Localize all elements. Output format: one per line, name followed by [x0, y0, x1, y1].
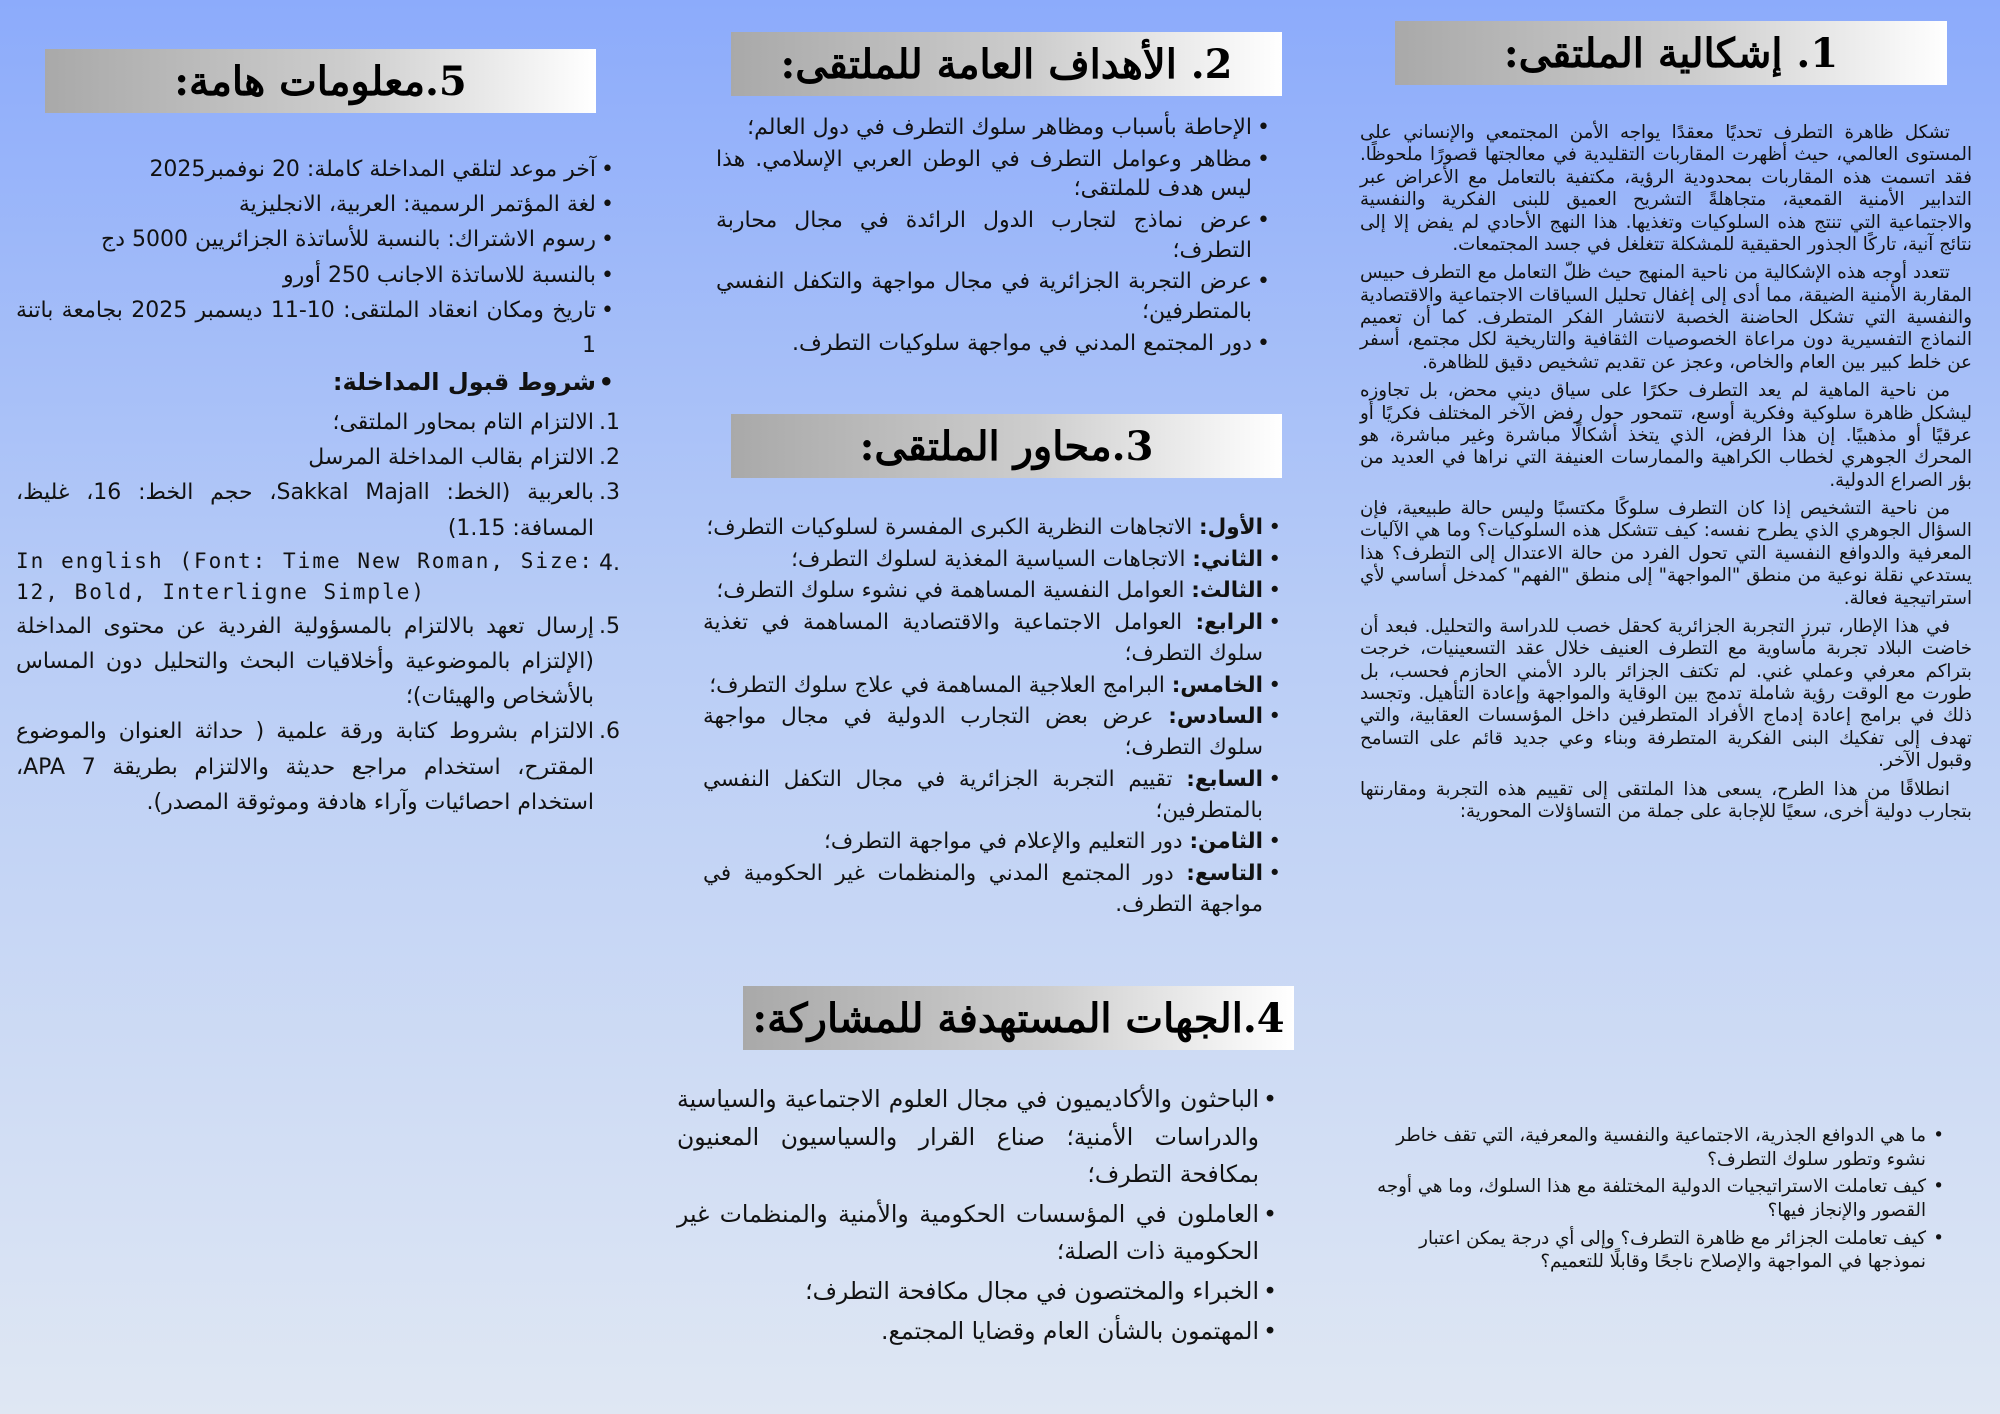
condition-item [16, 475, 620, 545]
section5-info [16, 152, 616, 402]
paragraph: انطلاقًا من هذا الطرح، يسعى هذا الملتقى إلى تقييم هذه التجربة ومقارنتها بتجارب دولية أخرى، سعيًا للإجابة على جملة من التساؤلات المحورية: [1360, 778, 1972, 822]
section1-body [1360, 122, 1972, 829]
axis-item [703, 545, 1283, 576]
axis-text: الاتجاهات النظرية الكبرى المفسرة لسلوكيات التطرف؛ [706, 515, 1199, 540]
paragraph: في هذا الإطار، تبرز التجربة الجزائرية كحقل خصب للدراسة والتحليل. فبعد أن خاضت البلاد تجربة مأساوية مع التطرف العنيف خلال عقد التسعينيات، خرجت بتراكم معرفي وعملي غني. لم تكتف الجزائر بالرد الأمني الحازم فحسب، بل طورت مع الوقت رؤية شاملة تدمج بين الوقاية والمواجهة وإعادة التأهيل. وتجسد ذلك في برامج إعادة إدماج الأفراد المتطرفين داخل المؤسسات العقابية، والتي تهدف إلى تفكيك البنى الفكرية المتطرفة وبناء وعي جديد قائم على التسامح وقبول الآخر. [1360, 615, 1972, 772]
axis-item [703, 671, 1283, 702]
section4-targets [677, 1081, 1279, 1352]
condition-text: الالتزام التام بمحاور الملتقى؛ [332, 410, 594, 435]
paragraph: من ناحية التشخيص إذا كان التطرف سلوكًا مكتسبًا وليس حالة طبيعية، فإن السؤال الجوهري الذي يطرح نفسه: كيف تتشكل هذه السلوكيات؟ وما هي الآليات المعرفية والدوافع النفسية التي تحول الفرد من حالة الاعتدال إلى التطرف؟ هذا يستدعي نقلة نوعية من منطق "المواجهة" إلى منطق "الفهم" كمدخل أساسي لأي استراتيجية فعالة. [1360, 498, 1972, 609]
axis-item [703, 513, 1283, 544]
axis-label: التاسع: [1186, 861, 1263, 887]
condition-item [16, 714, 620, 820]
list-item: • دور المجتمع المدني في مواجهة سلوكيات التطرف. [716, 329, 1272, 359]
condition-item [16, 609, 620, 715]
condition-number: .4 [599, 550, 620, 576]
paragraph: تشكل ظاهرة التطرف تحديًا معقدًا يواجه الأمن المجتمعي والإنساني على المستوى العالمي، حيث أظهرت المقاربات التقليدية في معالجتها قصورًا ملحوظًا. فقد اتسمت هذه المقاربات بمحدودية الرؤية، مكتفية بالتعامل مع الأعراض عبر التدابير الأمنية القمعية، متجاهلةً التشريح العميق للبنى الفكرية والنفسية والاجتماعية التي تنتج هذه السلوكيات وتغذيها. هذا النهج الأحادي لم يفض إلا إلى نتائج آنية، تاركًا الجذور الحقيقية للمشكلة تتغلغل في جسد المجتمعات. [1360, 122, 1972, 255]
condition-text: إرسال تعهد بالالتزام بالمسؤولية الفردية عن محتوى المداخلة (الإلتزام بالموضوعية وأخلاقيات البحث والتحليل دون المساس بالأشخاص والهيئات)؛ [16, 613, 594, 710]
list-item: • ما هي الدوافع الجذرية، الاجتماعية والنفسية والمعرفية، التي تقف خاطر نشوء وتطور سلوك التطرف؟ [1360, 1124, 1946, 1171]
condition-item [16, 405, 620, 440]
section5-conditions [16, 405, 620, 820]
condition-text: الالتزام بقالب المداخلة المرسل [308, 445, 594, 471]
section1-title: 1. إشكالية الملتقى: [1503, 29, 1839, 77]
axis-label: الثاني: [1192, 546, 1263, 572]
section5-header [45, 49, 596, 113]
section2-goals [716, 113, 1272, 361]
axis-text: العوامل النفسية المساهمة في نشوء سلوك التطرف؛ [716, 578, 1192, 604]
section5-title: 5.معلومات هامة: [174, 57, 467, 105]
list-item: • الباحثون والأكاديميون في مجال العلوم الاجتماعية والسياسية والدراسات الأمنية؛ صناع القرار والسياسيون المعنيون بمكافحة التطرف؛ [677, 1081, 1279, 1194]
list-item: • عرض نماذج لتجارب الدول الرائدة في مجال محاربة التطرف؛ [716, 206, 1272, 265]
list-item: • الإحاطة بأسباب ومظاهر سلوك التطرف في دول العالم؛ [716, 113, 1272, 143]
axis-item [703, 608, 1283, 669]
axis-item [703, 859, 1283, 920]
condition-number: 5. [599, 613, 620, 639]
axis-item [703, 765, 1283, 826]
condition-text: بالعربية (الخط: Sakkal Majall، حجم الخط: 16، غليظ، المسافة: 1.15) [16, 480, 594, 541]
axis-label: الثالث: [1191, 578, 1263, 604]
axis-label: الخامس: [1171, 672, 1263, 698]
section1-header [1395, 21, 1947, 85]
axis-label: الرابع: [1195, 610, 1263, 636]
axis-text: البرامج العلاجية المساهمة في علاج سلوك التطرف؛ [709, 672, 1172, 698]
condition-number: 6. [599, 719, 620, 745]
axis-label: السابع: [1186, 766, 1263, 792]
axis-label: السادس: [1168, 704, 1263, 730]
axis-item [703, 576, 1283, 607]
condition-item [16, 546, 620, 609]
section2-header [731, 32, 1282, 96]
axis-text: تقييم التجربة الجزائرية في مجال التكفل النفسي بالمتطرفين؛ [703, 766, 1263, 823]
section3-title: 3.محاور الملتقى: [859, 422, 1154, 470]
list-item: • رسوم الاشتراك: بالنسبة للأساتذة الجزائريين 5000 دج [16, 222, 616, 257]
list-item: • آخر موعد لتلقي المداخلة كاملة: 20 نوفمبر2025 [16, 152, 616, 187]
section3-header [731, 414, 1282, 478]
condition-number: 2. [599, 445, 620, 471]
list-item: • عرض التجربة الجزائرية في مجال مواجهة والتكفل النفسي بالمتطرفين؛ [716, 267, 1272, 326]
list-item: • المهتمون بالشأن العام وقضايا المجتمع. [677, 1313, 1279, 1351]
section4-header [743, 986, 1294, 1050]
section1-questions [1360, 1124, 1946, 1278]
axis-text: عرض بعض التجارب الدولية في مجال مواجهة سلوك التطرف؛ [703, 704, 1263, 761]
list-item: • الخبراء والمختصون في مجال مكافحة التطرف؛ [677, 1273, 1279, 1311]
condition-item [16, 440, 620, 475]
axis-label: الثامن: [1189, 829, 1263, 855]
axis-text: دور التعليم والإعلام في مواجهة التطرف؛ [824, 829, 1190, 855]
section4-title: 4.الجهات المستهدفة للمشاركة: [752, 994, 1285, 1042]
list-item: • تاريخ ومكان انعقاد الملتقى: 10-11 ديسمبر 2025 بجامعة باتنة 1 [16, 293, 616, 363]
conditions-heading: • شروط قبول المداخلة: [16, 363, 616, 401]
axis-text: الاتجاهات السياسية المغذية لسلوك التطرف؛ [791, 546, 1193, 572]
section2-title: 2. الأهداف العامة للملتقى: [780, 40, 1233, 88]
list-item: • كيف تعاملت الجزائر مع ظاهرة التطرف؟ وإلى أي درجة يمكن اعتبار نموذجها في المواجهة والإصلاح ناجحًا وقابلًا للتعميم؟ [1360, 1227, 1946, 1274]
list-item: • مظاهر وعوامل التطرف في الوطن العربي الإسلامي. هذا ليس هدف للملتقى؛ [716, 145, 1272, 204]
list-item: • كيف تعاملت الاستراتيجيات الدولية المختلفة مع هذا السلوك، وما هي أوجه القصور والإنجاز فيها؟ [1360, 1175, 1946, 1222]
axis-text: العوامل الاجتماعية والاقتصادية المساهمة في تغذية سلوك التطرف؛ [703, 610, 1263, 666]
list-item: • بالنسبة للاساتذة الاجانب 250 أورو [16, 258, 616, 293]
condition-number: 3. [599, 480, 620, 506]
paragraph: تتعدد أوجه هذه الإشكالية من ناحية المنهج حيث ظلّ التعامل مع التطرف حبيس المقاربة الأمنية الضيقة، مما أدى إلى إغفال تحليل السياقات الاجتماعية والاقتصادية والنفسية التي تشكل الحاضنة الخصبة لانتشار الفكر المتطرف. كما أن تعميم النماذج التفسيرية دون مراعاة الخصوصيات الثقافية والتاريخية لكل مجتمع، أسفر عن خلط كبير بين العام والخاص، وعجز عن تقديم تشخيص دقيق للظاهرة. [1360, 262, 1972, 373]
section3-axes [703, 513, 1283, 922]
axis-item [703, 827, 1283, 858]
condition-text: الالتزام بشروط كتابة ورقة علمية ( حداثة العنوان والموضوع المقترح، استخدام مراجع حديثة والالتزام بطريقة APA 7، استخدام احصائيات وآراء هادفة وموثوقة المصدر). [16, 719, 594, 815]
list-item: • لغة المؤتمر الرسمية: العربية، الانجليزية [16, 187, 616, 222]
condition-text-english: In english (Font: Time New Roman, Size: 12, Bold, Interligne Simple) [16, 548, 594, 605]
axis-label: الأول: [1199, 515, 1263, 540]
list-item: • العاملون في المؤسسات الحكومية والأمنية والمنظمات غير الحكومية ذات الصلة؛ [677, 1196, 1279, 1271]
paragraph: من ناحية الماهية لم يعد التطرف حكرًا على سياق ديني محض، بل تجاوزه ليشكل ظاهرة سلوكية وفكرية أوسع، تتمحور حول رفض الآخر المختلف فكريًا أو عرقيًا أو مذهبيًا. إن هذا الرفض، الذي يتخذ أشكالًا مباشرة وغير مباشرة، هو المحرك الجوهري لخطاب الكراهية والممارسات العنيفة التي نراها في العديد من بؤر الصراع الدولية. [1360, 380, 1972, 491]
axis-text: دور المجتمع المدني والمنظمات غير الحكومية في مواجهة التطرف. [703, 861, 1263, 917]
condition-number: 1. [599, 410, 620, 435]
axis-item [703, 702, 1283, 763]
